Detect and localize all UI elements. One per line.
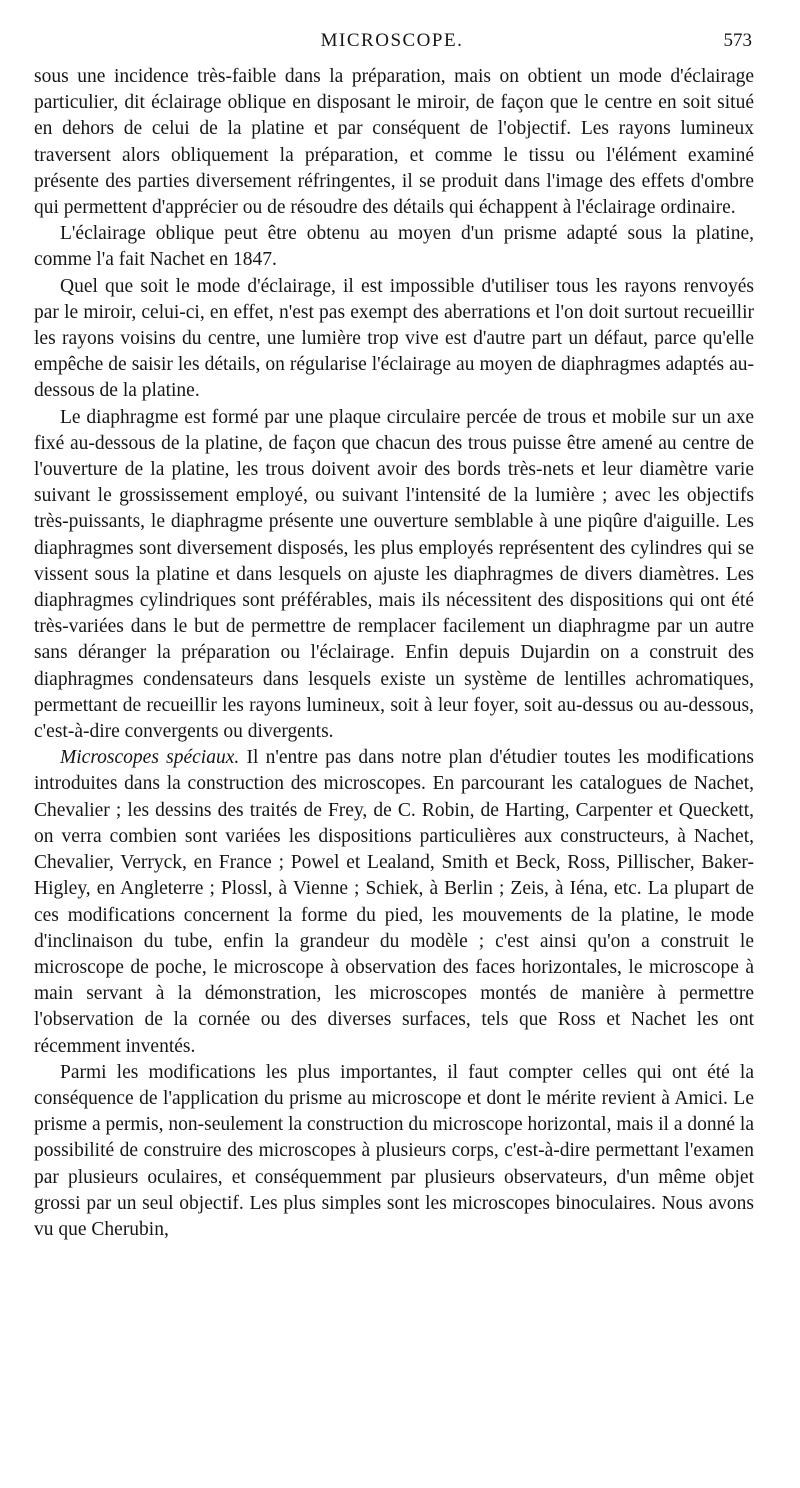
section-lead-special-microscopes: Microscopes spéciaux. <box>60 747 240 769</box>
paragraph-special-microscopes <box>34 745 754 1059</box>
body-text <box>34 64 754 1243</box>
paragraph-oblique-lighting: sous une incidence très-faible dans la préparation, mais on obtient un mode d'éclairage particulier, dit éclairage oblique en disposant le miroir, de façon que le centre en soit situé en dehors de celui de la platine et par conséquent de l'objectif. Les rayons lumineux traversent alors obliquement la préparation, et comme le tissu ou l'élément examiné présente des parties diversement réfringentes, il se produit dans l'image des effets d'ombre qui permettent d'apprécier ou de résoudre des détails qui échappent à l'éclairage ordinaire. <box>34 66 754 219</box>
running-title: MICROSCOPE. <box>320 30 464 51</box>
paragraph-prism-modifications: Parmi les modifications les plus importantes, il faut compter celles qui ont été la conséquence de l'application du prisme au microscope et dont le mérite revient à Amici. Le prisme a permis, non-seulement la construction du microscope horizontal, mais il a donné la possibilité de construire des microscopes à plusieurs corps, c'est-à-dire permettant l'examen par plusieurs oculaires, et conséquemment par plusieurs observateurs, d'un même objet grossi par un seul objectif. Les plus simples sont les microscopes binoculaires. Nous avons vu que Cherubin, <box>34 1061 754 1240</box>
paragraph-special-microscopes-text: Il n'entre pas dans notre plan d'étudier toutes les modifications introduites dans la construction des microscopes. En parcourant les catalogues de Nachet, Chevalier ; les dessins des traités de Frey, de C. Robin, de Harting, Carpenter et Queckett, on verra combien sont variées les dispositions particulières aux constructeurs, à Nachet, Chevalier, Verryck, en France ; Powel et Lealand, Smith et Beck, Ross, Pillischer, Baker-Higley, en Angleterre ; Plossl, à Vienne ; Schiek, à Berlin ; Zeis, à Iéna, etc. La plupart de ces modifications concernent la forme du pied, les mouvements de la platine, le mode d'inclinaison du tube, enfin la grandeur du modèle ; c'est ainsi qu'on a construit le microscope de poche, le microscope à observation des faces horizontales, le microscope à main servant à la démonstration, les microscopes montés de manière à permettre l'observation de la cornée ou des diverses surfaces, tels que Ross et Nachet les ont récemment inventés. <box>34 747 754 1057</box>
paragraph-diaphragm-description: Le diaphragme est formé par une plaque circulaire percée de trous et mobile sur un axe fixé au-dessous de la platine, de façon que chacun des trous puisse être amené au centre de l'ouverture de la platine, les trous doivent avoir des bords très-nets et leur diamètre varie suivant le grossissement employé, ou suivant l'intensité de la lumière ; avec les objectifs très-puissants, le diaphragme présente une ouverture semblable à une piqûre d'aiguille. Les diaphragmes sont diversement disposés, les plus employés représentent des cylindres qui se vissent sous la platine et dans lesquels on ajuste les diaphragmes de divers diamètres. Les diaphragmes cylindriques sont préférables, mais ils nécessitent des dispositions qui ont été très-variées dans le but de permettre de remplacer facilement un diaphragme par un autre sans déranger la préparation ou l'éclairage. Enfin depuis Dujardin on a construit des diaphragmes condensateurs dans lesquels existe un système de lentilles achromatiques, permettant de recueillir les rayons lumineux, soit à leur foyer, soit au-dessus ou au-dessous, c'est-à-dire convergents ou divergents. <box>34 406 754 743</box>
page-header <box>32 30 752 56</box>
paragraph-diaphragms: Quel que soit le mode d'éclairage, il est impossible d'utiliser tous les rayons renvoyés par le miroir, celui-ci, en effet, n'est pas exempt des aberrations et l'on doit surtout recueillir les rayons voisins du centre, une lumière trop vive est d'autre part un défaut, parce qu'elle empêche de saisir les détails, on régularise l'éclairage au moyen de diaphragmes adaptés au-dessous de la platine. <box>34 275 754 402</box>
page-number: 573 <box>723 30 752 51</box>
paragraph-prism-lighting: L'éclairage oblique peut être obtenu au moyen d'un prisme adapté sous la platine, comme l'a fait Nachet en 1847. <box>34 223 754 271</box>
